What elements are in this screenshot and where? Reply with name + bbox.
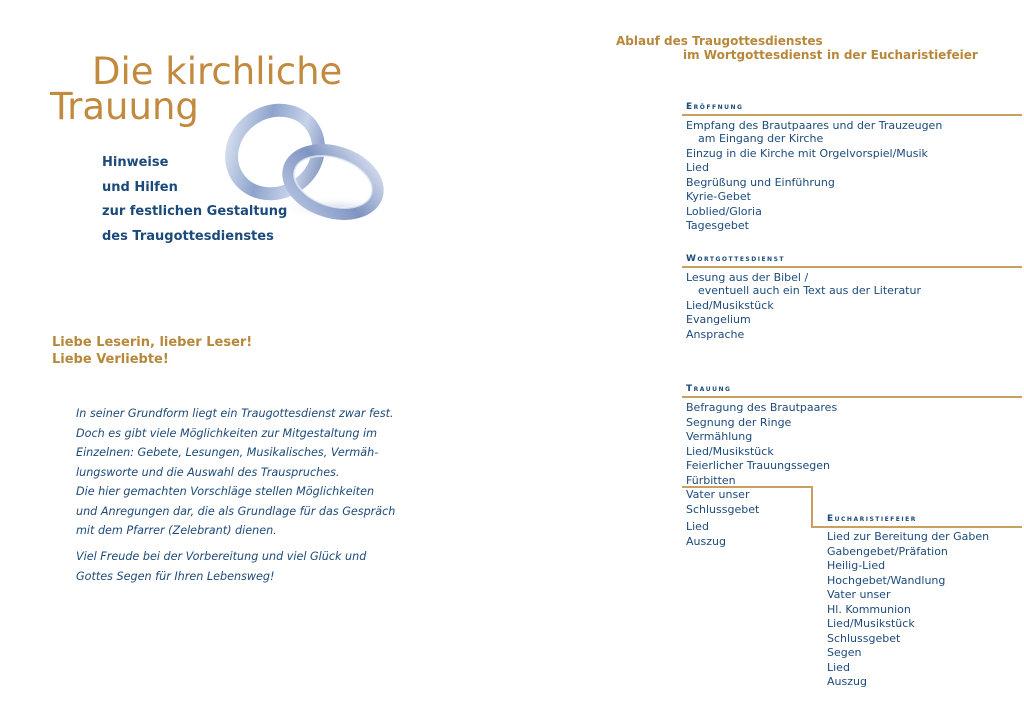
- list-item: Vater unser: [827, 588, 891, 601]
- list-item: Befragung des Brautpaares: [686, 401, 838, 414]
- list-item: Lied/Musikstück: [686, 444, 774, 458]
- schedule-header-wortgottesdienst: im Wortgottesdienst: [683, 48, 823, 62]
- intro-line: und Anregungen dar, die als Grundlage für das Gespräch: [76, 504, 396, 518]
- schedule-header-eucharistiefeier: in der Eucharistiefeier: [827, 48, 978, 62]
- section-label-eroeffnung: Eröffnung: [686, 102, 744, 112]
- subtitle: [102, 151, 287, 249]
- list-item: Kyrie-Gebet: [686, 190, 751, 203]
- section-label-trauung: Trauung: [686, 384, 732, 394]
- section-items-eroeffnung: [686, 119, 942, 234]
- list-item: Evangelium: [686, 313, 751, 326]
- greeting-line: Liebe Verliebte!: [52, 352, 169, 367]
- subtitle-line: zur festlichen Gestaltung: [102, 204, 288, 219]
- section-rule: [811, 526, 1022, 528]
- list-item: Loblied/Gloria: [686, 204, 762, 218]
- section-rule: [682, 396, 1022, 398]
- subtitle-line: Hinweise: [102, 155, 169, 170]
- intro-line: mit dem Pfarrer (Zelebrant) dienen.: [76, 524, 277, 537]
- section-rule: [682, 114, 1022, 116]
- list-item: Ansprache: [686, 327, 745, 341]
- list-item: eventuell auch ein Text aus der Literatur: [698, 283, 921, 297]
- intro-line: lungsworte und die Auswahl des Trauspruches.: [76, 465, 340, 479]
- title-line-2: Trauung: [50, 85, 199, 128]
- branch-vertical-rule: [811, 486, 813, 528]
- closing-line: Viel Freude bei der Vorbereitung und viel Glück und: [76, 550, 367, 563]
- greeting: [52, 334, 252, 368]
- list-item: Begrüßung und Einführung: [686, 175, 835, 189]
- intro-line: Doch es gibt viele Möglichkeiten zur Mitgestaltung im: [76, 426, 378, 440]
- subtitle-line: und Hilfen: [102, 179, 178, 195]
- list-item: Lied: [686, 520, 709, 533]
- list-item: Lesung aus der Bibel /: [686, 271, 809, 284]
- list-item: Gabengebet/Präfation: [827, 544, 948, 558]
- intro-line: Die hier gemachten Vorschläge stellen Möglichkeiten: [76, 485, 375, 498]
- list-item: Lied zur Bereitung der Gaben: [827, 530, 990, 543]
- list-item: Lied/Musikstück: [827, 617, 915, 630]
- closing-text: [76, 547, 366, 586]
- list-item: Tagesgebet: [686, 219, 749, 232]
- list-item: Auszug: [686, 534, 726, 548]
- list-item: Hl. Kommunion: [827, 602, 911, 616]
- greeting-line: Liebe Leserin, lieber Leser!: [52, 335, 253, 350]
- subtitle-line: des Traugottesdienstes: [102, 228, 274, 244]
- branch-rule: [682, 486, 813, 488]
- list-item: Einzug in die Kirche mit Orgelvorspiel/Musik: [686, 146, 928, 160]
- intro-line: In seiner Grundform liegt ein Traugottesdienst zwar fest.: [76, 407, 394, 420]
- section-items-eucharistiefeier: [827, 530, 989, 690]
- list-item: Lied/Musikstück: [686, 298, 774, 312]
- intro-text: [76, 404, 395, 541]
- list-item: Fürbitten: [686, 473, 736, 487]
- list-item: Vermählung: [686, 430, 753, 443]
- list-item: Heilig-Lied: [827, 559, 886, 572]
- list-item: Segnung der Ringe: [686, 415, 792, 429]
- list-item: Lied: [827, 660, 850, 674]
- section-items-wortgottesdienst: [686, 271, 921, 342]
- title-line-1: Die kirchliche: [92, 50, 343, 93]
- schedule-header-line-1: Ablauf des Traugottesdienstes: [616, 34, 823, 48]
- closing-line: Gottes Segen für Ihren Lebensweg!: [76, 569, 275, 583]
- list-item: Hochgebet/Wandlung: [827, 573, 946, 587]
- list-item: Lied: [686, 161, 709, 174]
- list-item: Schlussgebet: [686, 502, 760, 516]
- list-item: Schlussgebet: [827, 631, 901, 645]
- list-item: Empfang des Brautpaares und der Trauzeugen: [686, 119, 943, 132]
- section-rule: [682, 266, 1022, 268]
- section-label-eucharistiefeier: Eucharistiefeier: [827, 514, 917, 524]
- section-label-wortgottesdienst: Wortgottesdienst: [686, 254, 785, 264]
- intro-line: Einzelnen: Gebete, Lesungen, Musikalisches, Vermäh-: [76, 446, 379, 459]
- list-item: Auszug: [827, 675, 867, 688]
- list-item: Feierlicher Trauungssegen: [686, 459, 830, 472]
- list-item: am Eingang der Kirche: [698, 131, 824, 145]
- list-item: Segen: [827, 646, 862, 659]
- list-item: Vater unser: [686, 488, 750, 501]
